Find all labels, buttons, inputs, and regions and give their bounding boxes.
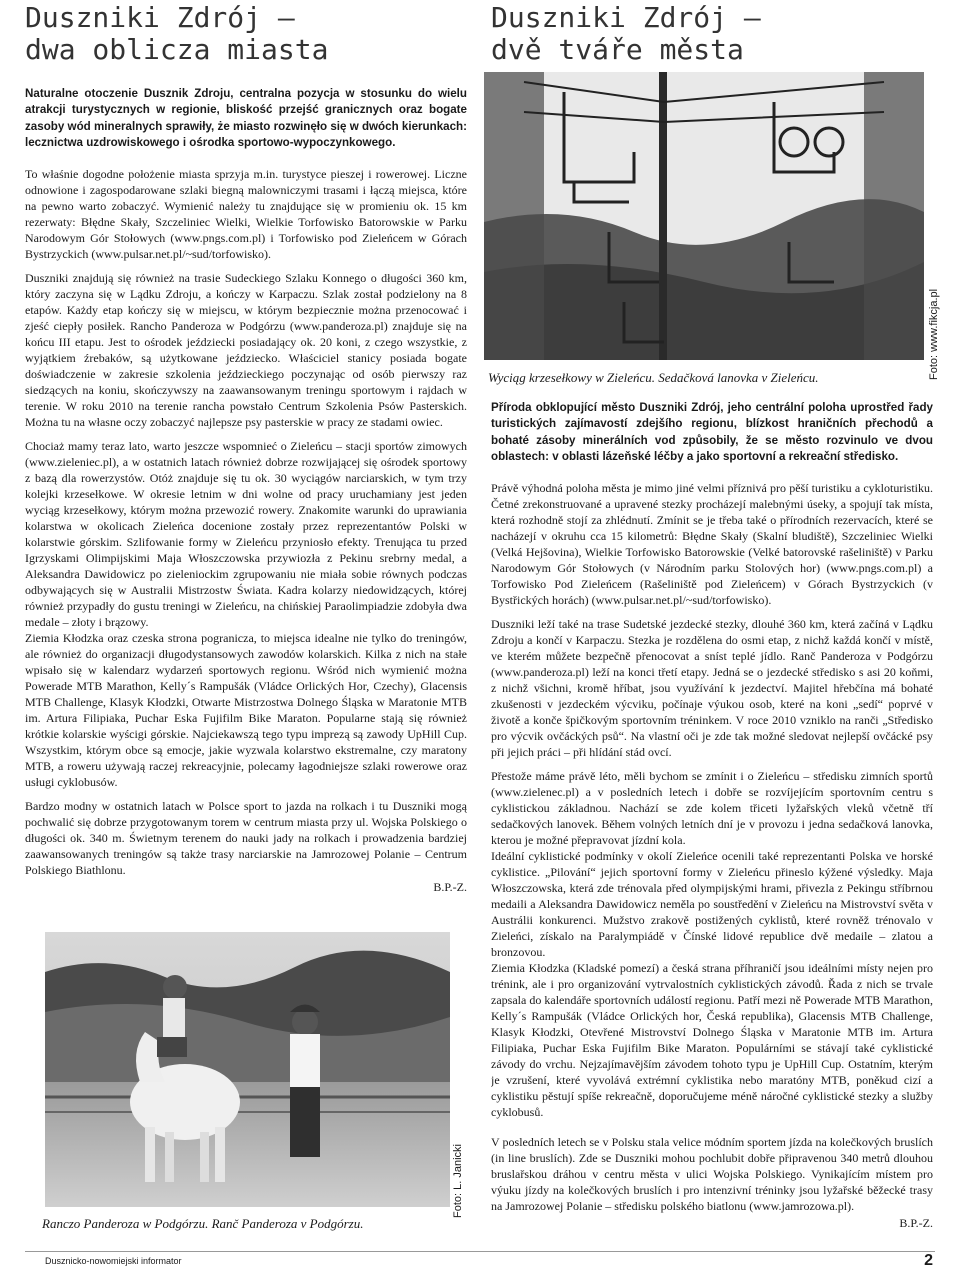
body-paragraph: Právě výhodná poloha města je mimo jiné velmi příznivá pro pěší turistiku a cykloturistiku. Četné zrekonstruované a upravené stezky procházejí malebnými úseky, a spojují tak místa, která rozhodně stojí za zhlédnutí. Zmínit se je třeba také o přírodních rezervacích, které se nacházejí v okruhu cca 15 kilometrů: Błędne Skały (Skalní bludiště), Szczeliniec Wielki (Velká Hejšovina), Wielkie Torfowisko Batorowskie (Velké batorovské rašeliniště) v Parku Narodowym Gór Stołowych (v Národním parku Stolových hor) (www.pngs.com.pl) a Torfowisko Pod Zieleńcem (Rašeliniště pod Zieleńcem) v Górach Bystrzyckich (v Bystřických horách) (www.pulsar.net.pl/~sud/torfowisko). [491, 480, 933, 607]
signature: B.P.-Z. [433, 879, 467, 894]
ranch-photo-caption: Ranczo Panderoza w Podgórzu. Ranč Panderoza v Podgórzu. [42, 1216, 364, 1231]
body-paragraph: Ziemia Kłodzka oraz czeska strona pogranicza, to miejsca idealne nie tylko do treningów, ale również do organizacji długodystansowych zawodów kolarskich. Kilka z nich na stałe wpisało się w kalendarz wydarzeń sportowych regionu. Wśród nich wymienić można Powerade MTB Marathon, Kelly´s Rampušák (Vládce Orlických Hor, Czechy), Glacensis MTB Challenge, Klasyk Kłodzki, Otwarte Mistrzostwa Dolnego Śląska w Maratonie MTB im. Artura Filipiaka, Puchar Eska Fujifilm Bike Maraton. Popularne stają się również krótkie kolarskie wyścigi górskie. Najciekawszą tego typu imprezą są zawody UpHill Cup. Wszystkim, którym obce są emocje, jakie wyzwala kolarstwo ekstremalne, czy maratony MTB, a roweru używają raczej rekreacyjnie, polecamy łagodniejsze szlaki rowerowe oraz usługi cyklobusów. [25, 630, 467, 789]
ranch-photo [45, 932, 450, 1207]
title-line-2: dvě tváře města [491, 33, 744, 66]
chairlift-photo-caption: Wyciąg krzesełkowy w Zieleńcu. Sedačková lanovka v Zieleńcu. [488, 370, 819, 385]
page-footer [25, 1251, 935, 1271]
polish-article [25, 0, 467, 895]
body-paragraph: Duszniki leží také na trase Sudetské jezdecké stezky, dlouhé 360 km, která začíná v Lądku Zdroju a končí v Karpaczu. Stezka je rozdělena do osmi etap, z nichž každá končí v místě, ve kterém můžete bezpečně přenocovat a sníst teplé jídlo. Ranč Panderoza v Podgórzu (www.panderoza.pl) leží na konci třetí etapy. Jedná se o jezdecké středisko s asi 20 koňmi, z nichž všichni, kromě hříbat, jsou využívání k jezdectví. Majitel hřebčína má bohaté zkušenosti v jezdeckém výcviku, počínaje výukou osob, které na koni „sedí“ poprvé v životě a konče špičkovým sportovním tréninkem. V roce 2010 vzniklo na ranči „Středisko pro výcvik ovčáckých psů“. Na vlastní oči je zde tak možné sledovat nejlepší ovčácké psy při jejich práci – při hlídání stád ovcí. [491, 616, 933, 759]
body-paragraph: V posledních letech se v Polsku stala velice módním sportem jízda na kolečkových bruslích (in line bruslích). Zde se Duszniki mohou pochlubit dobře připravenou 340 metrů dlouhou bruslařskou dráhou v centru města v ulici Wojska Polskiego. Vynikajícím místem pro výuku jízdy na kolečkových bruslích i pro intenzivní tréninky jsou lyžařské běžecké trasy na Jamrozowej Polanie – středisku polského biatlonu (www.jamrozowa.pl). [491, 1134, 933, 1213]
article-title-cz [491, 2, 933, 66]
lead-paragraph: Příroda obklopující město Duszniki Zdrój, jeho centrální poloha uprostřed řady turistických zajímavostí zdejšího regionu, blízkost hraničních přechodů a bohaté zásoby minerálních vod způsobily, že se město rozvinulo ve dvou oblastech: v oblasti lázeňské léčby a jako sportovní a rekreační středisko. [491, 401, 933, 464]
body-paragraph: Bardzo modny w ostatnich latach w Polsce sport to jazda na rolkach i tu Dusznikі mogą pochwalić się dobrze przygotowanym torem w centrum miasta przy ul. Wojska Polskiego o długości ok. 340 m. Świetnym terenem do nauki jady na rolkach i prowadzenia bardziej zaawansowanych treningów są także trasy narciarskie na Jamrozowej Polanie – Centrum Polskiego Biathlonu. [25, 798, 467, 877]
body-paragraph: Ideální cyklistické podmínky v okolí Zieleńce ocenili také reprezentanti Polska ve horské cyklistice. „Pilování“ jejich sportovní formy v Zieleńcu přineslo kýžené výsledky. Maja Włoszczowska, která zde trénovala před olympijskými hrami, přivezla z Pekingu stříbrnou medaili a Aleksandra Dawidowicz neměla po soustředění v Zieleńcu na Mistrovství světa v Austrálii konkurenci. Mužstvo zrakově postižených cyklistů, které rovněž trénovalo v Zieleńci, získalo na Paralympiádě v Čínské lidové republice dvě medaile – zlatou a bronzovou. [491, 848, 933, 959]
body-paragraph: Duszniki znajdują się również na trasie Sudeckiego Szlaku Konnego o długości 360 km, który zaczyna się w Lądku Zdroju, a kończy w Karpaczu. Szlak został podzielony na 8 etapów. Każdy etap kończy się w miejscu, w którym bezpiecznie można przenocować i zjeść ciepły posiłek. Rancho Panderoza w Podgórzu (www.panderoza.pl) znajduje się na końcu III etapu. Jest to ośrodek jeździecki posiadający ok. 20 koni, z czego wszystkie, z wyjątkiem źrebaków, są użytkowane jeździecko. Właściciel stanicy posiada bogate doświadczenie w zakresie szkolenia jeździeckiego poczynając od osób pierwszy raz siedzących na koniu, skończywszy na zaawansowanym treningu sportowym i rajdach w terenie. W roku 2010 na terenie rancha powstało Centrum Szkolenia Psów Pasterskich. Można tu na własne oczy zobaczyć najlepsze psy pasterskie w pracy ze stadami owiec. [25, 270, 467, 429]
publication-name: Dusznicko-nowomiejski informator [45, 1256, 182, 1266]
body-paragraph: Ziemia Kłodzka (Kladské pomezí) a česká strana příhraničí jsou ideálními místy nejen pro trénink, ale i pro organizování vytrvalostních cyklistických závodů. Řada z nich se trvale zapsala do kalendáře sportovních událostí regionu. Patří mezi ně Powerade MTB Marathon, Kelly´s Rampušák (Vládce Orlických hor, Česká republika), Glacensis MTB Challenge, Klasyk Kłodzki, Otevřené Mistrovství Dolnego Śląska v Maratonie MTB im. Artura Filipiaka, Puchar Eska Fujifilm Bike Maraton. Populárními se stávají také cyklistické závody do vrchu. Nejzajímavějším závodem tohoto typu je UpHill Cup. Ostatním, kterým je vzrušení, které vyvolává extrémní cyklistika nebo maratóny MTB, poněkud cizí a cyklistiku pěstují spíše rekreačně, doporučujeme méně náročné cyklistické stezky a služby cyklobusů. [491, 960, 933, 1119]
page-number: 2 [924, 1252, 933, 1269]
horse-riding-image [45, 932, 450, 1207]
body-paragraph: To właśnie dogodne położenie miasta sprzyja m.in. turystyce pieszej i rowerowej. Liczne odnowione i zagospodarowane szlaki biegną malowniczymi trasami i łączą miejsca, które na pewno warto zobaczyć. Wymienić należy tu znajdujące się w promieniu ok. 15 km rezerwaty: Błędne Skały, Szczeliniec Wielki, Wielkie Torfowisko Batorowskie w Parku Narodowym Gór Stołowych (www.pngs.com.pl) i Torfowisko pod Zieleńcem w Górach Bystrzyckich (www.pulsar.net.pl/~sud/torfowisko). [25, 166, 467, 261]
chairlift-photo-credit: Foto: www.fikcja.pl [928, 288, 940, 380]
title-line-1: Duszniki Zdrój – [25, 1, 295, 34]
article-title-pl [25, 2, 467, 66]
body-paragraph: Chociaż mamy teraz lato, warto jeszcze wspomnieć o Zieleńcu – stacji sportów zimowych (www.zieleniec.pl), a w ostatnich latach również dobrze rozwijającej się ośrodek sportowy z bazą dla rowerzystów. Otóż znajduje się tu ok. 30 wyciągów narciarskich, w tym trzy kolejki krzesełkowe. W okresie letnim w dni wolne od pracy uruchamiany jest jeden wyciąg krzesełkowy, którym można przewozić rowery. Znakomite warunki do uprawiania kolarstwa w okolicach Zieleńca docenione zostały przez reprezentantów Polski w kolarstwie górskim. Szlifowanie formy w Zieleńcu przyniosło efekty. Trenująca tu przed Igrzyskami Olimpijskimi Maja Włoszczowska przywiozła z Pekinu srebrny medal, a Aleksandra Dawidowicz po zieleniockim zgrupowaniu nie miała sobie równych podczas odbywających się w Australii Mistrzostw Świata. Kadra kolarzy niedowidzących, której również przypadły do gustu treningi w Zieleńcu, na chińskiej Paraolimpiadzie zdobyła dwa medale – złoty i brązowy. [25, 438, 467, 629]
chairlift-photo [484, 72, 924, 360]
ranch-photo-credit: Foto: L. Janicki [452, 1144, 464, 1218]
body-paragraph: Přestože máme právě léto, měli bychom se zmínit i o Zieleńcu – středisku zimních sportů (www.zielenec.pl) a v posledních letech i dobře se rozvíjejícím sportovním centru s cyklistickou základnou. Nachází se zde kolem třiceti lyžařských vleků včetně tří sedačkových lanovek. Během volných letních dní je v provozu i jedna sedačková lanovka, kterou je možné přepravovat jízdní kola. [491, 768, 933, 847]
lead-paragraph: Naturalne otoczenie Dusznik Zdroju, centralna pozycja w stosunku do wielu atrakcji turystycznych w regionie, bliskość przejść granicznych oraz bogate zasoby wód mineralnych sprawiły, że miasto rozwinęło się w dwóch kierunkach: lecznictwa uzdrowiskowego i ośrodka sportowo-wypoczynkowego. [25, 87, 467, 150]
chairlift-image [484, 72, 924, 360]
title-line-1: Duszniki Zdrój – [491, 1, 761, 34]
signature: B.P.-Z. [899, 1215, 933, 1230]
title-line-2: dwa oblicza miasta [25, 33, 329, 66]
